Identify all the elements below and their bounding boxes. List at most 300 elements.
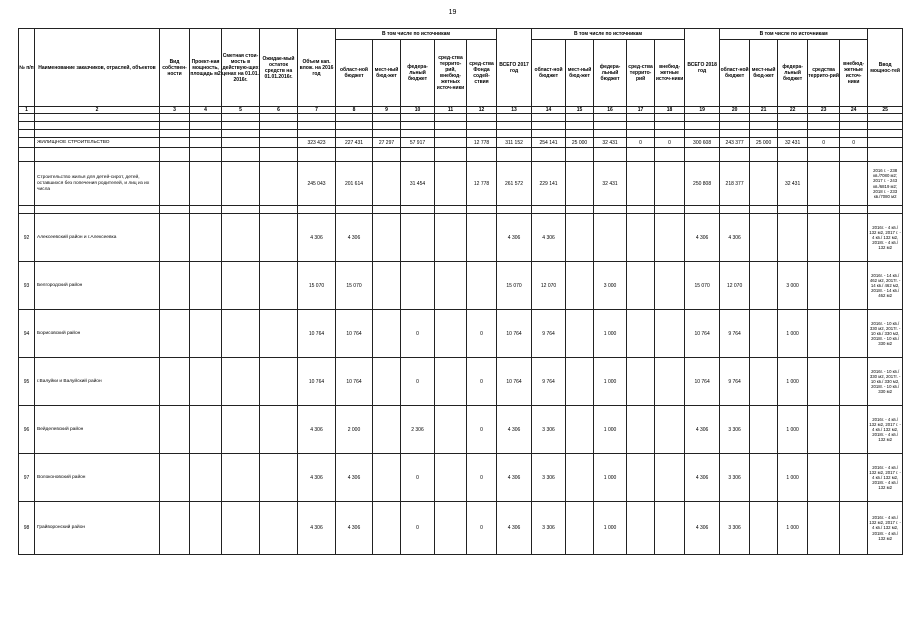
empty-cell <box>336 206 373 214</box>
value-cell <box>260 454 298 502</box>
value-cell: 9 764 <box>720 358 750 406</box>
value-cell: 25 000 <box>750 138 778 148</box>
header-num: № п/п <box>19 29 35 107</box>
blank-row <box>19 130 903 138</box>
value-cell: 311 152 <box>497 138 532 148</box>
empty-cell <box>750 114 778 122</box>
value-cell: 15 070 <box>336 262 373 310</box>
value-cell: 15 070 <box>497 262 532 310</box>
value-cell: 10 764 <box>298 358 336 406</box>
value-cell <box>190 502 222 555</box>
value-cell: 227 431 <box>336 138 373 148</box>
row-number: 94 <box>19 310 35 358</box>
value-cell <box>435 310 467 358</box>
empty-cell <box>19 130 35 138</box>
empty-cell <box>435 122 467 130</box>
object-name: Волоконовский район <box>35 454 160 502</box>
value-cell <box>627 406 655 454</box>
value-cell: 3 000 <box>778 262 808 310</box>
value-cell: 3 306 <box>720 454 750 502</box>
empty-cell <box>566 206 594 214</box>
empty-cell <box>160 206 190 214</box>
header-regional-2017: област-ной бюджет <box>532 40 566 107</box>
value-cell <box>655 214 685 262</box>
empty-cell <box>435 206 467 214</box>
empty-cell <box>35 114 160 122</box>
empty-cell <box>260 122 298 130</box>
empty-cell <box>298 206 336 214</box>
empty-cell <box>190 122 222 130</box>
empty-cell <box>627 122 655 130</box>
value-cell: 4 306 <box>298 454 336 502</box>
empty-cell <box>298 122 336 130</box>
row-number: 93 <box>19 262 35 310</box>
empty-cell <box>298 148 336 162</box>
value-cell: 3 306 <box>532 502 566 555</box>
header-federal-2017: федера-льный бюджет <box>594 40 627 107</box>
header-capacity: Проект-ная мощность, площадь м2 <box>190 29 222 107</box>
empty-cell <box>401 130 435 138</box>
value-cell: 218 377 <box>720 162 750 206</box>
value-cell <box>190 454 222 502</box>
empty-cell <box>160 122 190 130</box>
empty-cell <box>685 114 720 122</box>
value-cell <box>260 406 298 454</box>
value-cell: 1 000 <box>778 406 808 454</box>
value-cell <box>566 310 594 358</box>
empty-cell <box>160 130 190 138</box>
value-cell <box>373 502 401 555</box>
empty-cell <box>497 122 532 130</box>
empty-cell <box>627 130 655 138</box>
column-number: 13 <box>497 107 532 114</box>
empty-cell <box>566 148 594 162</box>
value-cell <box>260 214 298 262</box>
table-row <box>19 502 903 555</box>
empty-cell <box>594 148 627 162</box>
object-name: г.Валуйки и Валуйский район <box>35 358 160 406</box>
value-cell: 15 070 <box>298 262 336 310</box>
empty-cell <box>373 148 401 162</box>
value-cell <box>627 162 655 206</box>
empty-cell <box>19 206 35 214</box>
value-cell <box>160 162 190 206</box>
value-cell: 254 141 <box>532 138 566 148</box>
object-name: Грайворонский район <box>35 502 160 555</box>
empty-cell <box>401 114 435 122</box>
empty-cell <box>467 148 497 162</box>
empty-cell <box>19 122 35 130</box>
value-cell: 0 <box>401 310 435 358</box>
table-row <box>19 358 903 406</box>
value-cell <box>627 214 655 262</box>
value-cell <box>566 262 594 310</box>
value-cell: 0 <box>467 310 497 358</box>
value-cell: 1 000 <box>778 358 808 406</box>
value-cell: 32 431 <box>594 162 627 206</box>
value-cell: 229 141 <box>532 162 566 206</box>
empty-cell <box>435 114 467 122</box>
value-cell <box>222 502 260 555</box>
value-cell: 12 778 <box>467 138 497 148</box>
empty-cell <box>497 114 532 122</box>
column-number-row <box>19 107 903 114</box>
empty-cell <box>336 148 373 162</box>
value-cell: 4 306 <box>298 406 336 454</box>
value-cell <box>808 454 840 502</box>
value-cell <box>750 406 778 454</box>
blank-row <box>19 206 903 214</box>
value-cell: 4 306 <box>685 214 720 262</box>
value-cell: 1 000 <box>778 454 808 502</box>
empty-cell <box>720 148 750 162</box>
value-cell <box>373 406 401 454</box>
table-row <box>19 454 903 502</box>
investment-table <box>18 28 903 555</box>
column-number: 9 <box>373 107 401 114</box>
header-cost: Сметная стои-мость в действую-щих ценах на 01.01. 2016г. <box>222 29 260 107</box>
header-name: Наименование заказчиков, отраслей, объектов <box>35 29 160 107</box>
value-cell: 4 306 <box>298 214 336 262</box>
empty-cell <box>373 206 401 214</box>
empty-cell <box>594 122 627 130</box>
empty-cell <box>808 114 840 122</box>
value-cell <box>435 138 467 148</box>
value-cell: 1 000 <box>594 454 627 502</box>
header-local-2018: мест-ный бюд-жет <box>750 40 778 107</box>
value-cell: 10 764 <box>497 310 532 358</box>
value-cell: 323 423 <box>298 138 336 148</box>
empty-cell <box>222 114 260 122</box>
power-input-cell: 2016г. - 14 кв./ 462 м2, 2017г. - 14 кв./ 462 м2, 2018г. - 14 кв./ 462 м2 <box>868 262 903 310</box>
empty-cell <box>532 148 566 162</box>
value-cell: 4 306 <box>532 214 566 262</box>
value-cell <box>160 454 190 502</box>
column-number: 21 <box>750 107 778 114</box>
value-cell <box>160 310 190 358</box>
value-cell <box>627 262 655 310</box>
value-cell <box>655 454 685 502</box>
value-cell: 32 431 <box>594 138 627 148</box>
value-cell: 1 000 <box>778 310 808 358</box>
value-cell: 0 <box>840 138 868 148</box>
value-cell <box>808 358 840 406</box>
value-cell <box>373 454 401 502</box>
empty-cell <box>336 114 373 122</box>
empty-cell <box>298 130 336 138</box>
empty-cell <box>467 130 497 138</box>
empty-cell <box>497 206 532 214</box>
value-cell <box>750 454 778 502</box>
power-input-cell: 2016г. - 10 кв./ 330 м2, 2017г. - 10 кв./ 330 м2, 2018г. - 10 кв./ 330 м2 <box>868 310 903 358</box>
empty-cell <box>685 122 720 130</box>
column-number: 8 <box>336 107 373 114</box>
empty-cell <box>750 206 778 214</box>
row-number: 92 <box>19 214 35 262</box>
column-number: 22 <box>778 107 808 114</box>
value-cell: 250 808 <box>685 162 720 206</box>
value-cell <box>160 214 190 262</box>
header-territory-2016: сред-ства террито-рий, внебюд-жетных источ-ники <box>435 40 467 107</box>
header-sources-2016: В том числе по источникам <box>336 29 497 40</box>
empty-cell <box>467 122 497 130</box>
column-number: 5 <box>222 107 260 114</box>
power-input-cell: 2016 г. - 238 кв./7080 м2; 2017 г. - 243 кв./6819 м2; 2018 г. - 233 кв./7080 м2 <box>868 162 903 206</box>
blank-row <box>19 114 903 122</box>
column-number: 10 <box>401 107 435 114</box>
value-cell <box>778 214 808 262</box>
header-local-2017: мест-ный бюд-жет <box>566 40 594 107</box>
empty-cell <box>35 122 160 130</box>
row-number: 97 <box>19 454 35 502</box>
empty-cell <box>840 206 868 214</box>
value-cell <box>435 454 467 502</box>
value-cell <box>750 214 778 262</box>
value-cell: 243 377 <box>720 138 750 148</box>
empty-cell <box>594 114 627 122</box>
column-number: 23 <box>808 107 840 114</box>
value-cell: 0 <box>467 454 497 502</box>
empty-cell <box>373 130 401 138</box>
empty-cell <box>685 148 720 162</box>
value-cell: 1 000 <box>594 406 627 454</box>
empty-cell <box>808 130 840 138</box>
value-cell: 4 306 <box>336 454 373 502</box>
value-cell <box>190 262 222 310</box>
empty-cell <box>532 206 566 214</box>
value-cell <box>160 262 190 310</box>
empty-cell <box>655 206 685 214</box>
value-cell <box>373 358 401 406</box>
value-cell: 261 572 <box>497 162 532 206</box>
power-input-cell: 2016г. - 4 кв./ 132 м2, 2017 г. - 4 кв./ 132 м2, 2018г. - 4 кв./ 132 м2 <box>868 214 903 262</box>
column-number: 12 <box>467 107 497 114</box>
column-number: 16 <box>594 107 627 114</box>
empty-cell <box>467 114 497 122</box>
empty-cell <box>190 114 222 122</box>
value-cell: 2 000 <box>336 406 373 454</box>
value-cell: 0 <box>655 138 685 148</box>
empty-cell <box>868 206 903 214</box>
empty-cell <box>685 206 720 214</box>
empty-cell <box>840 148 868 162</box>
empty-cell <box>532 130 566 138</box>
value-cell <box>750 310 778 358</box>
column-number: 2 <box>35 107 160 114</box>
value-cell <box>840 406 868 454</box>
empty-cell <box>778 122 808 130</box>
empty-cell <box>190 148 222 162</box>
value-cell <box>467 214 497 262</box>
empty-cell <box>19 148 35 162</box>
empty-cell <box>840 122 868 130</box>
object-name: Строительство жилья для детей-сирот, детей, оставшихся без попечения родителей, и лиц из их числа <box>35 162 160 206</box>
empty-cell <box>532 114 566 122</box>
value-cell <box>655 310 685 358</box>
table-row <box>19 262 903 310</box>
value-cell: 12 070 <box>532 262 566 310</box>
value-cell <box>401 214 435 262</box>
empty-cell <box>336 122 373 130</box>
value-cell <box>260 358 298 406</box>
empty-cell <box>222 130 260 138</box>
column-number: 6 <box>260 107 298 114</box>
column-number: 7 <box>298 107 336 114</box>
value-cell <box>222 162 260 206</box>
header-power-input: Ввод мощнос-тей <box>868 29 903 107</box>
empty-cell <box>532 122 566 130</box>
empty-cell <box>435 130 467 138</box>
value-cell: 27 297 <box>373 138 401 148</box>
value-cell: 0 <box>627 138 655 148</box>
value-cell: 0 <box>401 358 435 406</box>
value-cell: 4 306 <box>336 502 373 555</box>
empty-cell <box>190 206 222 214</box>
value-cell: 25 000 <box>566 138 594 148</box>
empty-cell <box>720 206 750 214</box>
row-number: 96 <box>19 406 35 454</box>
value-cell <box>222 358 260 406</box>
empty-cell <box>750 130 778 138</box>
table-row <box>19 162 903 206</box>
empty-cell <box>160 114 190 122</box>
row-number: 95 <box>19 358 35 406</box>
value-cell <box>808 310 840 358</box>
object-name: Борисовский район <box>35 310 160 358</box>
empty-cell <box>840 114 868 122</box>
value-cell: 57 917 <box>401 138 435 148</box>
empty-cell <box>720 122 750 130</box>
empty-cell <box>627 206 655 214</box>
value-cell: 4 306 <box>685 454 720 502</box>
power-input-cell: 2016г. - 4 кв./ 132 м2, 2017 г. - 4 кв./ 132 м2, 2018г. - 4 кв./ 132 м2 <box>868 502 903 555</box>
value-cell: 245 043 <box>298 162 336 206</box>
value-cell: 1 000 <box>778 502 808 555</box>
value-cell <box>750 358 778 406</box>
value-cell: 4 306 <box>685 502 720 555</box>
value-cell: 0 <box>401 454 435 502</box>
value-cell: 0 <box>467 358 497 406</box>
value-cell <box>655 162 685 206</box>
column-number: 14 <box>532 107 566 114</box>
value-cell <box>566 454 594 502</box>
empty-cell <box>868 122 903 130</box>
value-cell: 4 306 <box>336 214 373 262</box>
value-cell: 10 764 <box>685 310 720 358</box>
value-cell <box>260 502 298 555</box>
header-local-2016: мест-ный бюд-жет <box>373 40 401 107</box>
empty-cell <box>19 114 35 122</box>
value-cell: 0 <box>401 502 435 555</box>
row-number <box>19 138 35 148</box>
value-cell: 300 608 <box>685 138 720 148</box>
empty-cell <box>868 130 903 138</box>
page-number: 19 <box>448 9 457 16</box>
empty-cell <box>778 148 808 162</box>
empty-cell <box>35 148 160 162</box>
empty-cell <box>808 148 840 162</box>
value-cell: 3 306 <box>720 502 750 555</box>
value-cell: 12 070 <box>720 262 750 310</box>
value-cell <box>260 262 298 310</box>
value-cell <box>435 162 467 206</box>
value-cell: 10 764 <box>685 358 720 406</box>
value-cell <box>190 214 222 262</box>
empty-cell <box>401 122 435 130</box>
value-cell: 1 000 <box>594 310 627 358</box>
column-number: 17 <box>627 107 655 114</box>
value-cell <box>160 502 190 555</box>
empty-cell <box>222 148 260 162</box>
value-cell <box>222 310 260 358</box>
value-cell: 10 764 <box>336 310 373 358</box>
header-regional-2018: област-ной бюджет <box>720 40 750 107</box>
value-cell: 4 306 <box>497 454 532 502</box>
empty-cell <box>808 122 840 130</box>
empty-cell <box>336 130 373 138</box>
value-cell: 3 306 <box>532 454 566 502</box>
empty-cell <box>260 206 298 214</box>
empty-cell <box>778 130 808 138</box>
value-cell <box>627 358 655 406</box>
value-cell <box>190 406 222 454</box>
empty-cell <box>401 148 435 162</box>
object-name: Белгородский район <box>35 262 160 310</box>
value-cell <box>373 162 401 206</box>
empty-cell <box>401 206 435 214</box>
value-cell <box>566 358 594 406</box>
empty-cell <box>627 114 655 122</box>
empty-cell <box>750 122 778 130</box>
empty-cell <box>840 130 868 138</box>
empty-cell <box>750 148 778 162</box>
header-federal-2016: федера-льный бюджет <box>401 40 435 107</box>
header-fund-2016: сред-ства Фонда содей-ствия <box>467 40 497 107</box>
value-cell: 4 306 <box>497 406 532 454</box>
column-number: 20 <box>720 107 750 114</box>
value-cell: 4 306 <box>685 406 720 454</box>
value-cell <box>840 162 868 206</box>
value-cell <box>808 162 840 206</box>
empty-cell <box>655 148 685 162</box>
value-cell <box>160 358 190 406</box>
column-number: 25 <box>868 107 903 114</box>
value-cell: 0 <box>467 502 497 555</box>
empty-cell <box>435 148 467 162</box>
value-cell <box>190 138 222 148</box>
header-total-2018: ВСЕГО 2018 год <box>685 29 720 107</box>
table-row <box>19 214 903 262</box>
value-cell: 31 454 <box>401 162 435 206</box>
value-cell: 1 000 <box>594 502 627 555</box>
value-cell <box>260 138 298 148</box>
value-cell <box>435 502 467 555</box>
empty-cell <box>35 130 160 138</box>
value-cell <box>808 502 840 555</box>
value-cell <box>750 262 778 310</box>
empty-cell <box>627 148 655 162</box>
header-sources-2018: В том числе по источникам <box>720 29 868 40</box>
power-input-cell: 2016г. - 4 кв./ 132 м2, 2017 г. - 4 кв./ 132 м2, 2018г. - 4 кв./ 132 м2 <box>868 406 903 454</box>
value-cell <box>750 502 778 555</box>
value-cell <box>160 138 190 148</box>
empty-cell <box>566 114 594 122</box>
value-cell <box>566 406 594 454</box>
power-input-cell: 2016г. - 4 кв./ 132 м2, 2017 г. - 4 кв./ 132 м2, 2018г. - 4 кв./ 132 м2 <box>868 454 903 502</box>
value-cell <box>840 358 868 406</box>
row-number: 98 <box>19 502 35 555</box>
value-cell <box>627 310 655 358</box>
